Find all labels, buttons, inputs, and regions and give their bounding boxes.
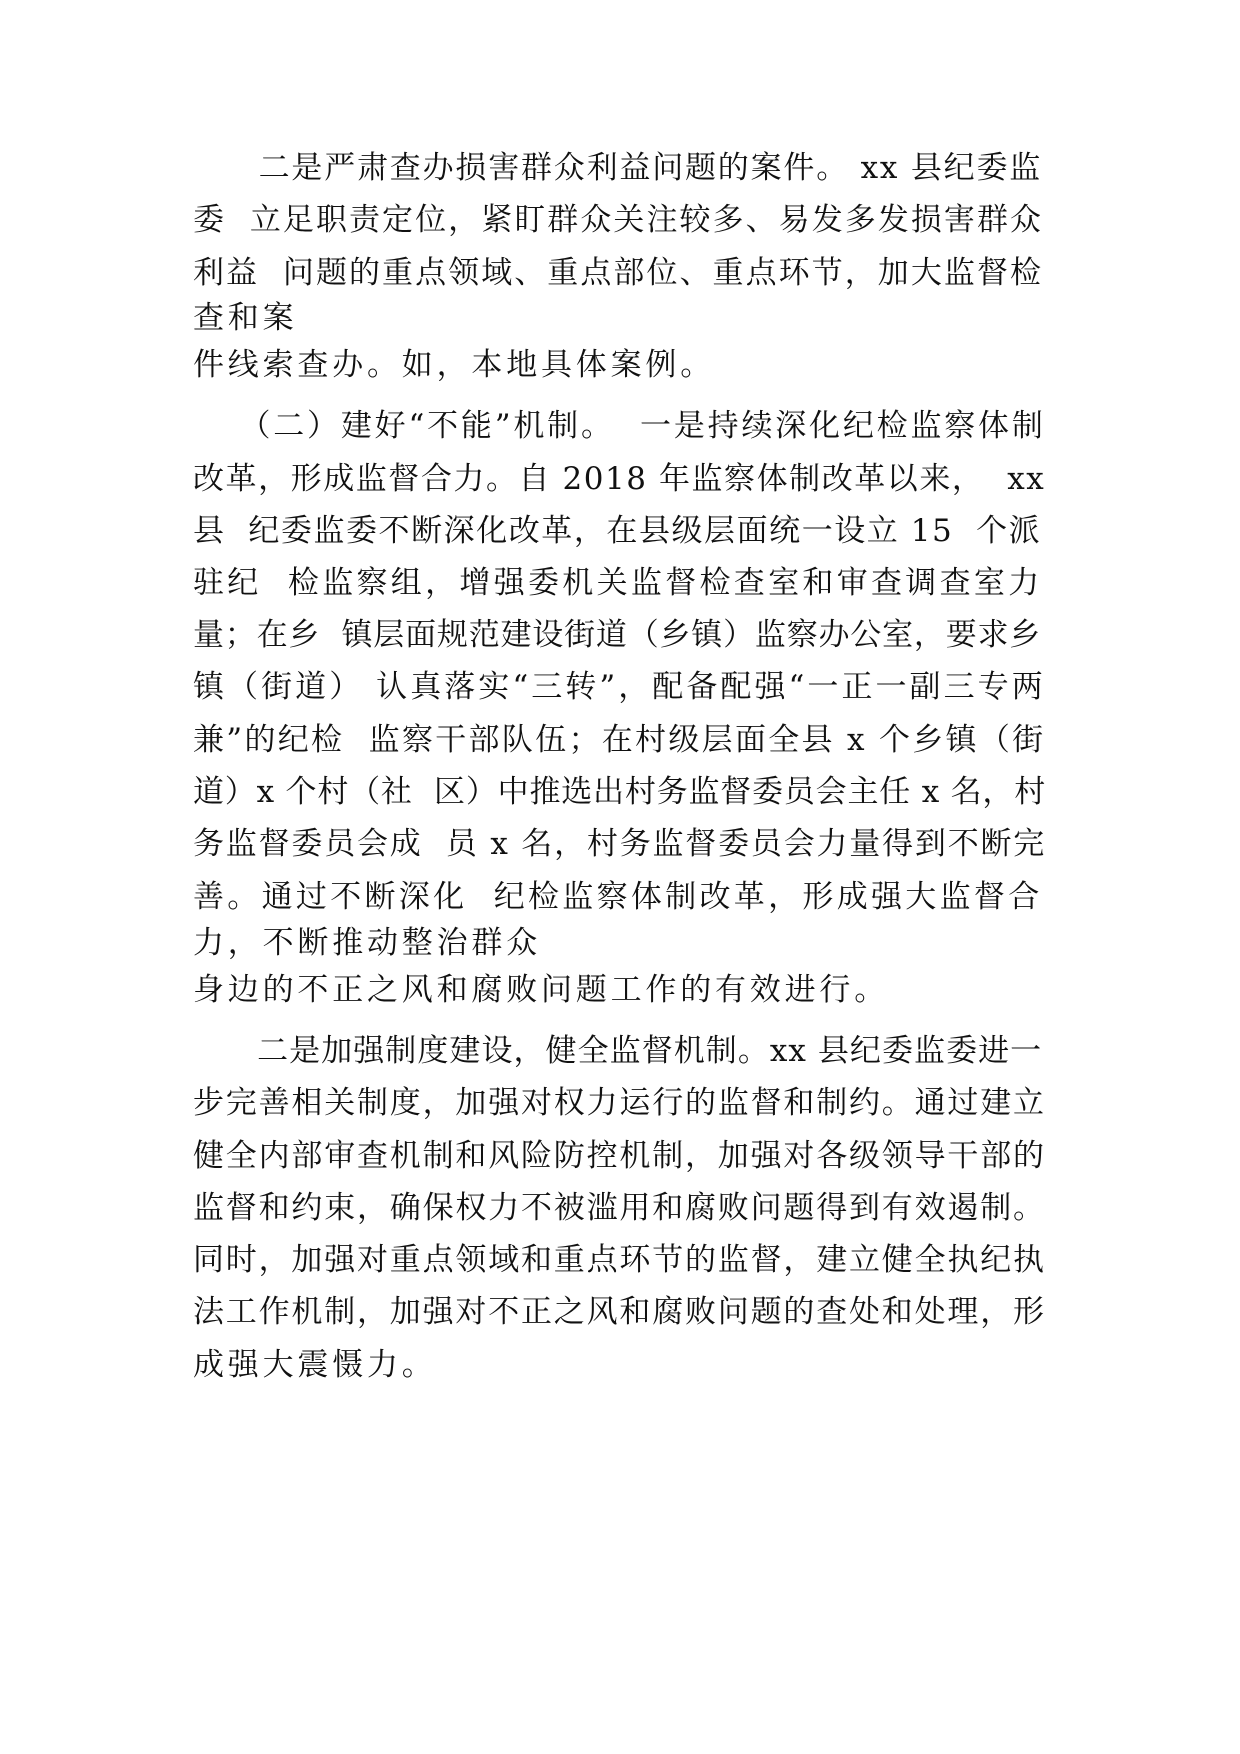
paragraph-1-line-4: 查和案: [193, 300, 298, 336]
paragraph-1-line-2: 委 立足职责定位，紧盯群众关注较多、易发多发损害群众: [193, 202, 1044, 238]
paragraph-2-line-11: 力，不断推动整治群众: [193, 925, 541, 961]
paragraph-2-line-2: 改革，形成监督合力。自 2018 年监察体制改革以来， xx: [193, 461, 1046, 497]
paragraph-2-line-1: （二）建好“不能”机制。 一是持续深化纪检监察体制: [193, 408, 1046, 444]
paragraph-3-line-1: 二是加强制度建设，健全监督机制。xx 县纪委监委进一: [193, 1033, 1043, 1069]
paragraph-3-line-7: 成强大震慑力。: [193, 1347, 437, 1383]
paragraph-2-line-9: 务监督委员会成 员 x 名，村务监督委员会力量得到不断完: [193, 826, 1047, 862]
paragraph-2-line-4: 驻纪 检监察组，增强委机关监督检查室和审查调查室力: [193, 565, 1043, 601]
paragraph-2-line-10: 善。通过不断深化 纪检监察体制改革，形成强大监督合: [193, 879, 1043, 915]
paragraph-3-line-6: 法工作机制，加强对不正之风和腐败问题的查处和处理，形: [193, 1294, 1046, 1330]
paragraph-3-line-5: 同时，加强对重点领域和重点环节的监督，建立健全执纪执: [193, 1242, 1046, 1278]
paragraph-1-line-1: 二是严肃查办损害群众利益问题的案件。 xx 县纪委监: [193, 150, 1043, 186]
paragraph-2-line-3: 县 纪委监委不断深化改革，在县级层面统一设立 15 个派: [193, 513, 1042, 549]
paragraph-2-line-5: 量；在乡 镇层面规范建设街道（乡镇）监察办公室，要求乡: [193, 617, 1042, 653]
paragraph-3-line-2: 步完善相关制度，加强对权力运行的监督和制约。通过建立: [193, 1085, 1046, 1121]
paragraph-2-line-6: 镇（街道） 认真落实“三转”，配备配强“一正一副三专两: [193, 669, 1046, 705]
paragraph-2-line-8: 道）x 个村（社 区）中推选出村务监督委员会主任 x 名，村: [193, 774, 1047, 810]
paragraph-1-line-5: 件线索查办。如，本地具体案例。: [193, 347, 715, 383]
paragraph-3-line-3: 健全内部审查机制和风险防控机制，加强对各级领导干部的: [193, 1138, 1046, 1174]
paragraph-3-line-4: 监督和约束，确保权力不被滥用和腐败问题得到有效遏制。: [193, 1190, 1046, 1226]
paragraph-1-line-3: 利益 问题的重点领域、重点部位、重点环节，加大监督检: [193, 255, 1044, 291]
paragraph-2-line-7: 兼”的纪检 监察干部队伍；在村级层面全县 x 个乡镇（街: [193, 722, 1046, 758]
paragraph-2-line-12: 身边的不正之风和腐败问题工作的有效进行。: [193, 972, 889, 1008]
